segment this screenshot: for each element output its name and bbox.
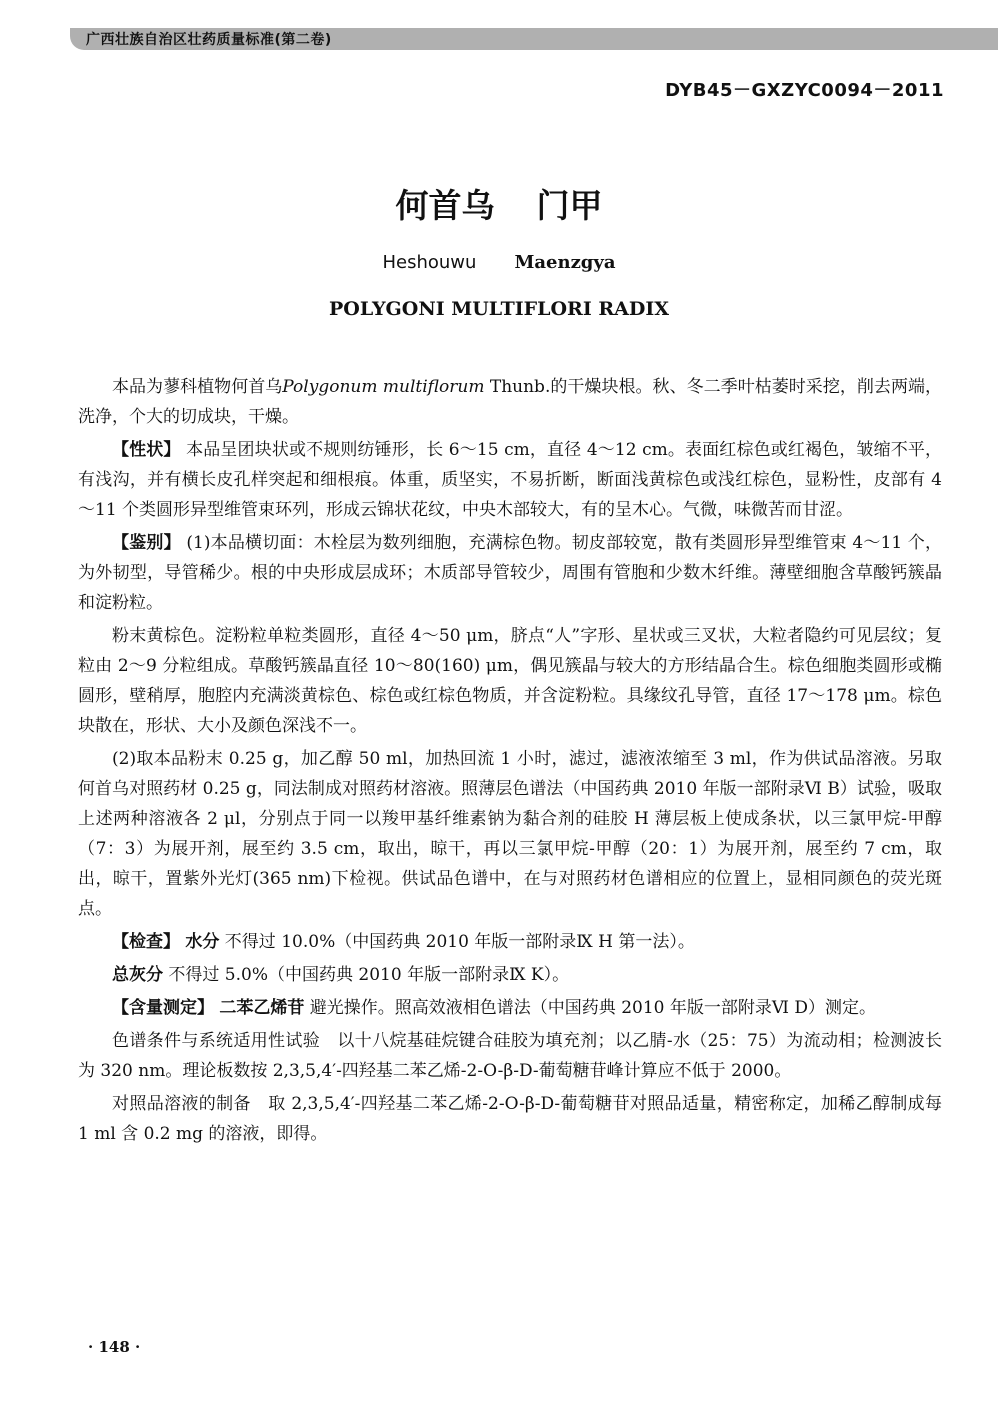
pinyin-line bbox=[0, 252, 998, 273]
text-powder: 粉末黄棕色。淀粉粒单粒类圆形，直径 4～50 μm，脐点“人”字形、星状或三叉状，大粒者隐约可见层纹；复粒由 2～9 分粒组成。草酸钙簇晶直径 10～80(160) μm，偶见簇晶与较大的方形结晶合生。棕色细胞类圆形或椭圆形，壁稍厚，胞腔内充满淡黄棕色、棕色或红棕色物质，并含淀粉粒。具缘纹孔导管，直径 17～178 μm。棕色块散在，形状、大小及颜色深浅不一。 bbox=[78, 626, 942, 736]
paragraph-description bbox=[78, 435, 942, 525]
title-zhuang: 门甲 bbox=[536, 186, 603, 225]
standard-code: DYB45－GXZYC0094－2011 bbox=[665, 80, 944, 101]
paragraph-test-water bbox=[78, 927, 942, 957]
paragraph-assay bbox=[78, 993, 942, 1023]
page-title bbox=[0, 180, 998, 227]
section-label-identification: 【鉴别】 bbox=[112, 533, 181, 553]
title-chinese: 何首乌 bbox=[395, 186, 495, 225]
text-total-ash: 不得过 5.0%（中国药典 2010 年版一部附录Ⅸ K）。 bbox=[163, 965, 570, 985]
text-assay: 避光操作。照高效液相色谱法（中国药典 2010 年版一部附录Ⅵ D）测定。 bbox=[304, 998, 877, 1018]
text-source-b: Thunb.的干燥块根。秋、冬二季叶枯萎时采挖，削去两端，洗净，个大的切成块，干燥。 bbox=[78, 377, 943, 427]
latin-name: POLYGONI MULTIFLORI RADIX bbox=[329, 298, 669, 320]
section-label-assay: 【含量测定】 bbox=[112, 998, 214, 1018]
label-stilbene-glucoside: 二苯乙烯苷 bbox=[219, 998, 305, 1018]
text-water: 不得过 10.0%（中国药典 2010 年版一部附录Ⅸ H 第一法）。 bbox=[219, 932, 695, 952]
text-source-a: 本品为蓼科植物何首乌 bbox=[112, 377, 283, 397]
text-identification-1: (1)本品横切面：木栓层为数列细胞，充满棕色物。韧皮部较宽，散有类圆形异型维管束 4～11 个，为外韧型，导管稀少。根的中央形成层成环；木质部导管较少，周围有管胞和少数木纤维。薄壁细胞含草酸钙簇晶和淀粉粒。 bbox=[78, 533, 942, 613]
label-total-ash: 总灰分 bbox=[112, 965, 163, 985]
text-reference-solution: 对照品溶液的制备 取 2,3,5,4′-四羟基二苯乙烯-2-O-β-D-葡萄糖苷对照品适量，精密称定，加稀乙醇制成每 1 ml 含 0.2 mg 的溶液，即得。 bbox=[78, 1094, 942, 1144]
paragraph-test-ash bbox=[78, 960, 942, 990]
section-label-test: 【检查】 bbox=[112, 932, 180, 952]
paragraph-powder bbox=[78, 621, 942, 741]
paragraph-source bbox=[78, 372, 942, 432]
paragraph-reference-solution bbox=[78, 1089, 942, 1149]
page-number: · 148 · bbox=[88, 1338, 141, 1356]
paragraph-chromatographic-conditions bbox=[78, 1026, 942, 1086]
text-description: 本品呈团块状或不规则纺锤形，长 6～15 cm，直径 4～12 cm。表面红棕色或红褐色，皱缩不平，有浅沟，并有横长皮孔样突起和细根痕。体重，质坚实，不易折断，断面浅黄棕色或浅红棕色，显粉性，皮部有 4～11 个类圆形异型维管束环列，形成云锦状花纹，中央木部较大，有的呈木心。气微，味微苦而甘涩。 bbox=[78, 440, 943, 520]
pinyin-zhuang: Maenzgya bbox=[514, 252, 616, 273]
section-label-description: 【性状】 bbox=[112, 440, 181, 460]
running-header-title: 广西壮族自治区壮药质量标准(第二卷) bbox=[86, 32, 332, 48]
text-chromatographic-conditions: 色谱条件与系统适用性试验 以十八烷基硅烷键合硅胶为填充剂；以乙腈-水（25：75）为流动相；检测波长为 320 nm。理论板数按 2,3,5,4′-四羟基二苯乙烯-2-O-β-D-葡萄糖苷峰计算应不低于 2000。 bbox=[78, 1031, 942, 1081]
label-water: 水分 bbox=[185, 932, 220, 952]
text-tlc: (2)取本品粉末 0.25 g，加乙醇 50 ml，加热回流 1 小时，滤过，滤液浓缩至 3 ml，作为供试品溶液。另取何首乌对照药材 0.25 g，同法制成对照药材溶液。照薄层色谱法（中国药典 2010 年版一部附录Ⅵ B）试验，吸取上述两种溶液各 2 μl，分别点于同一以羧甲基纤维素钠为黏合剂的硅胶 H 薄层板上使成条状，以三氯甲烷-甲醇（7：3）为展开剂，展至约 3.5 cm，取出，晾干，再以三氯甲烷-甲醇（20：1）为展开剂，展至约 7 cm，取出，晾干，置紫外光灯(365 nm)下检视。供试品色谱中，在与对照药材色谱相应的位置上，显相同颜色的荧光斑点。 bbox=[78, 749, 942, 919]
species-name: Polygonum multiflorum bbox=[282, 377, 485, 397]
pinyin-chinese: Heshouwu bbox=[382, 252, 477, 273]
paragraph-identification-1 bbox=[78, 528, 942, 618]
monograph-body bbox=[78, 372, 942, 1152]
paragraph-tlc bbox=[78, 744, 942, 924]
